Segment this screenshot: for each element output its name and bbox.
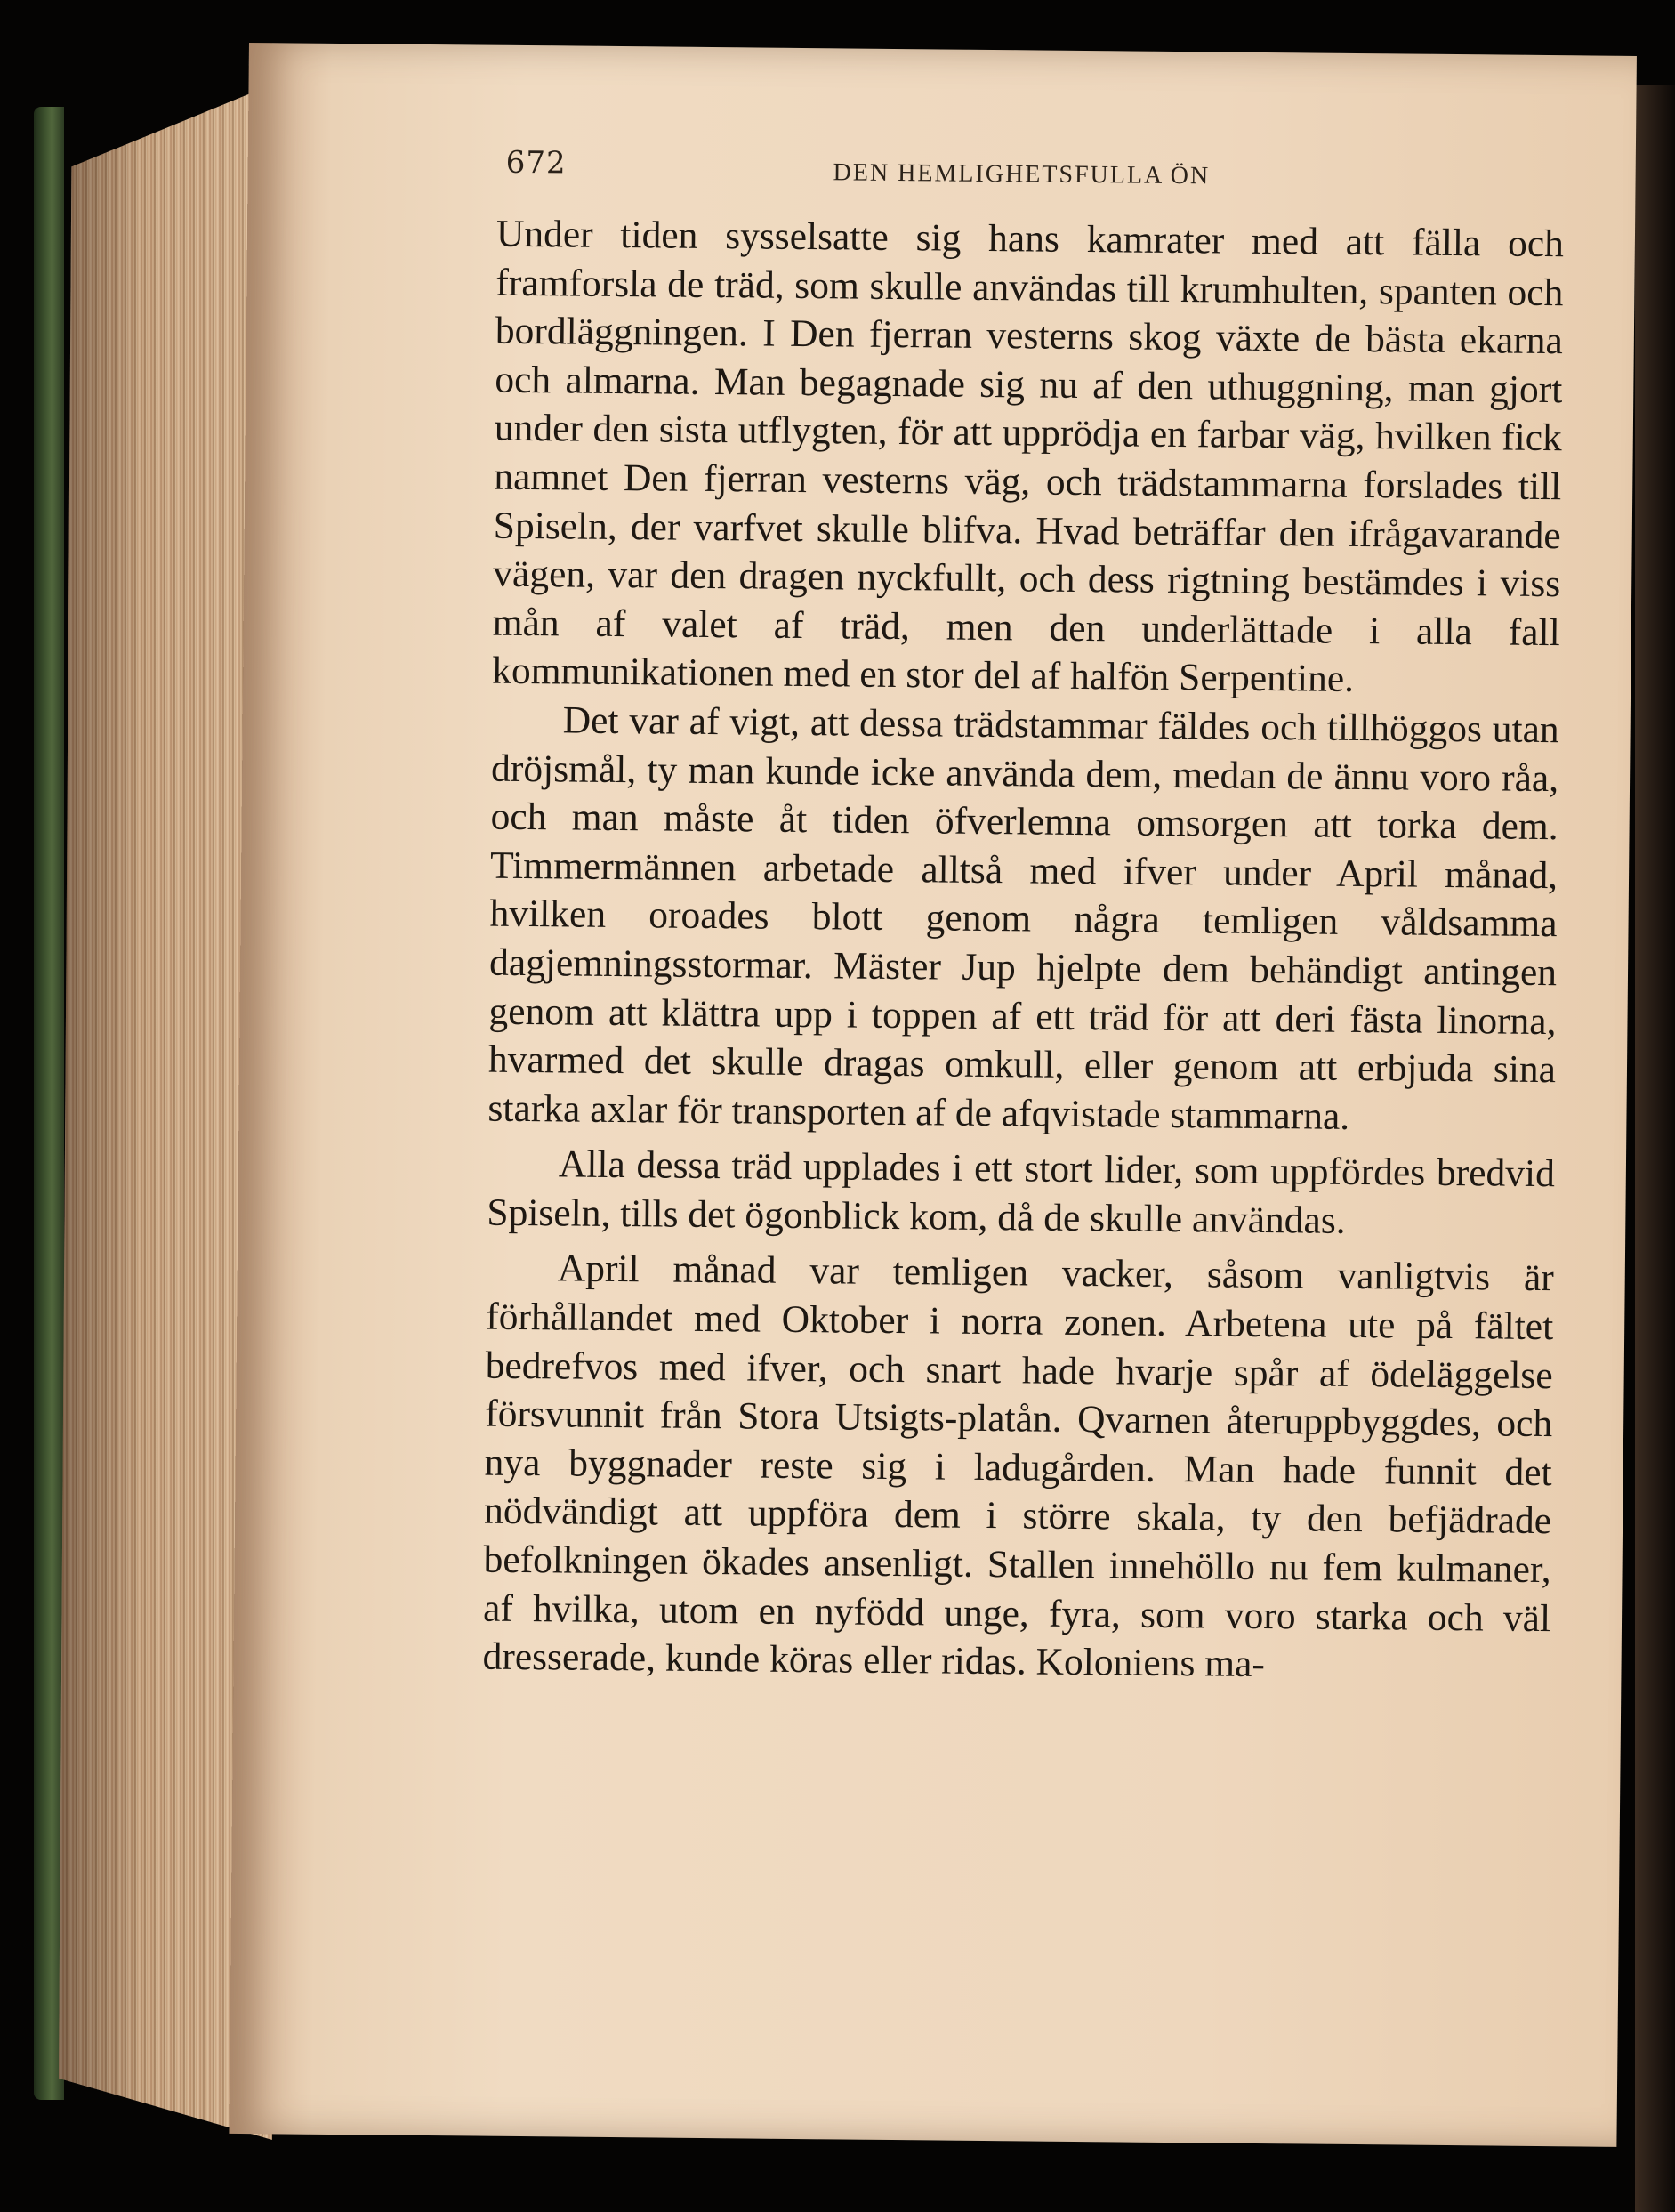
book-page — [229, 43, 1636, 2147]
body-text — [482, 210, 1564, 1691]
paragraph: Alla dessa träd upplades i ett stort lider, som uppfördes bredvid Spiseln, tills det ögonblick kom, då de skulle användas. — [487, 1142, 1556, 1242]
paragraph: Det var af vigt, att dessa trädstammar fäldes och tillhöggos utan dröjsmål, ty man kunde icke använda dem, medan de ännu voro råa, och man måste åt tiden öfverlemna omsorgen att torka dem. Timmermännen arbetade alltså med ifver under April månad, hvilken oroades blott genom några temligen våldsamma dagjemningsstormar. Mäster Jup hjelpte dem behändigt antingen genom att klättra upp i toppen af ett träd för att deri fästa linorna, hvarmed det skulle dragas omkull, eller genom att erbjuda sina starka axlar för transporten af de afqvistade stammarna. — [487, 698, 1559, 1138]
book-cover-edge — [34, 107, 64, 2100]
paragraph: April månad var temligen vacker, såsom vanligtvis är förhållandet med Oktober i norra zonen. Arbetena ute på fältet bedrefvos med ifver, och snart hade hvarje spår af ödeläggelse försvunnit från Stora Utsigts-platån. Qvarnen återuppbyggdes, och nya byggnader reste sig i ladugården. Man hade funnit det nödvändigt att uppföra dem i större skala, ty den befjädrade befolkningen ökades ansenligt. Stallen innehöllo nu fem kulmaner, af hvilka, utom en nyfödd unge, fyra, som voro starka och väl dresserade, kunde köras eller ridas. Koloniens ma- — [482, 1247, 1554, 1686]
right-page-edge — [1635, 85, 1675, 2212]
running-head: DEN HEMLIGHETSFULLA ÖN — [833, 158, 1211, 190]
page-number: 672 — [505, 144, 567, 182]
paragraph: Under tiden sysselsatte sig hans kamrater med att fälla och framforsla de träd, som skulle användas till krumhulten, spanten och bordläggningen. I Den fjerran vesterns skog växte de bästa ekarna och almarna. Man begagnade sig nu af den uthuggning, man gjort under den sista utflygten, för att upprödja en farbar väg, hvilken fick namnet Den fjerran vesterns väg, och trädstammarna forslades till Spiseln, der varfvet skulle blifva. Hvad beträffar den ifrågavarande vägen, var den dragen nyckfullt, och dess rigtning bestämdes i viss mån af valet af träd, men den underlättade i alla fall kommunikationen med en stor del af halfön Serpentine. — [492, 212, 1565, 701]
